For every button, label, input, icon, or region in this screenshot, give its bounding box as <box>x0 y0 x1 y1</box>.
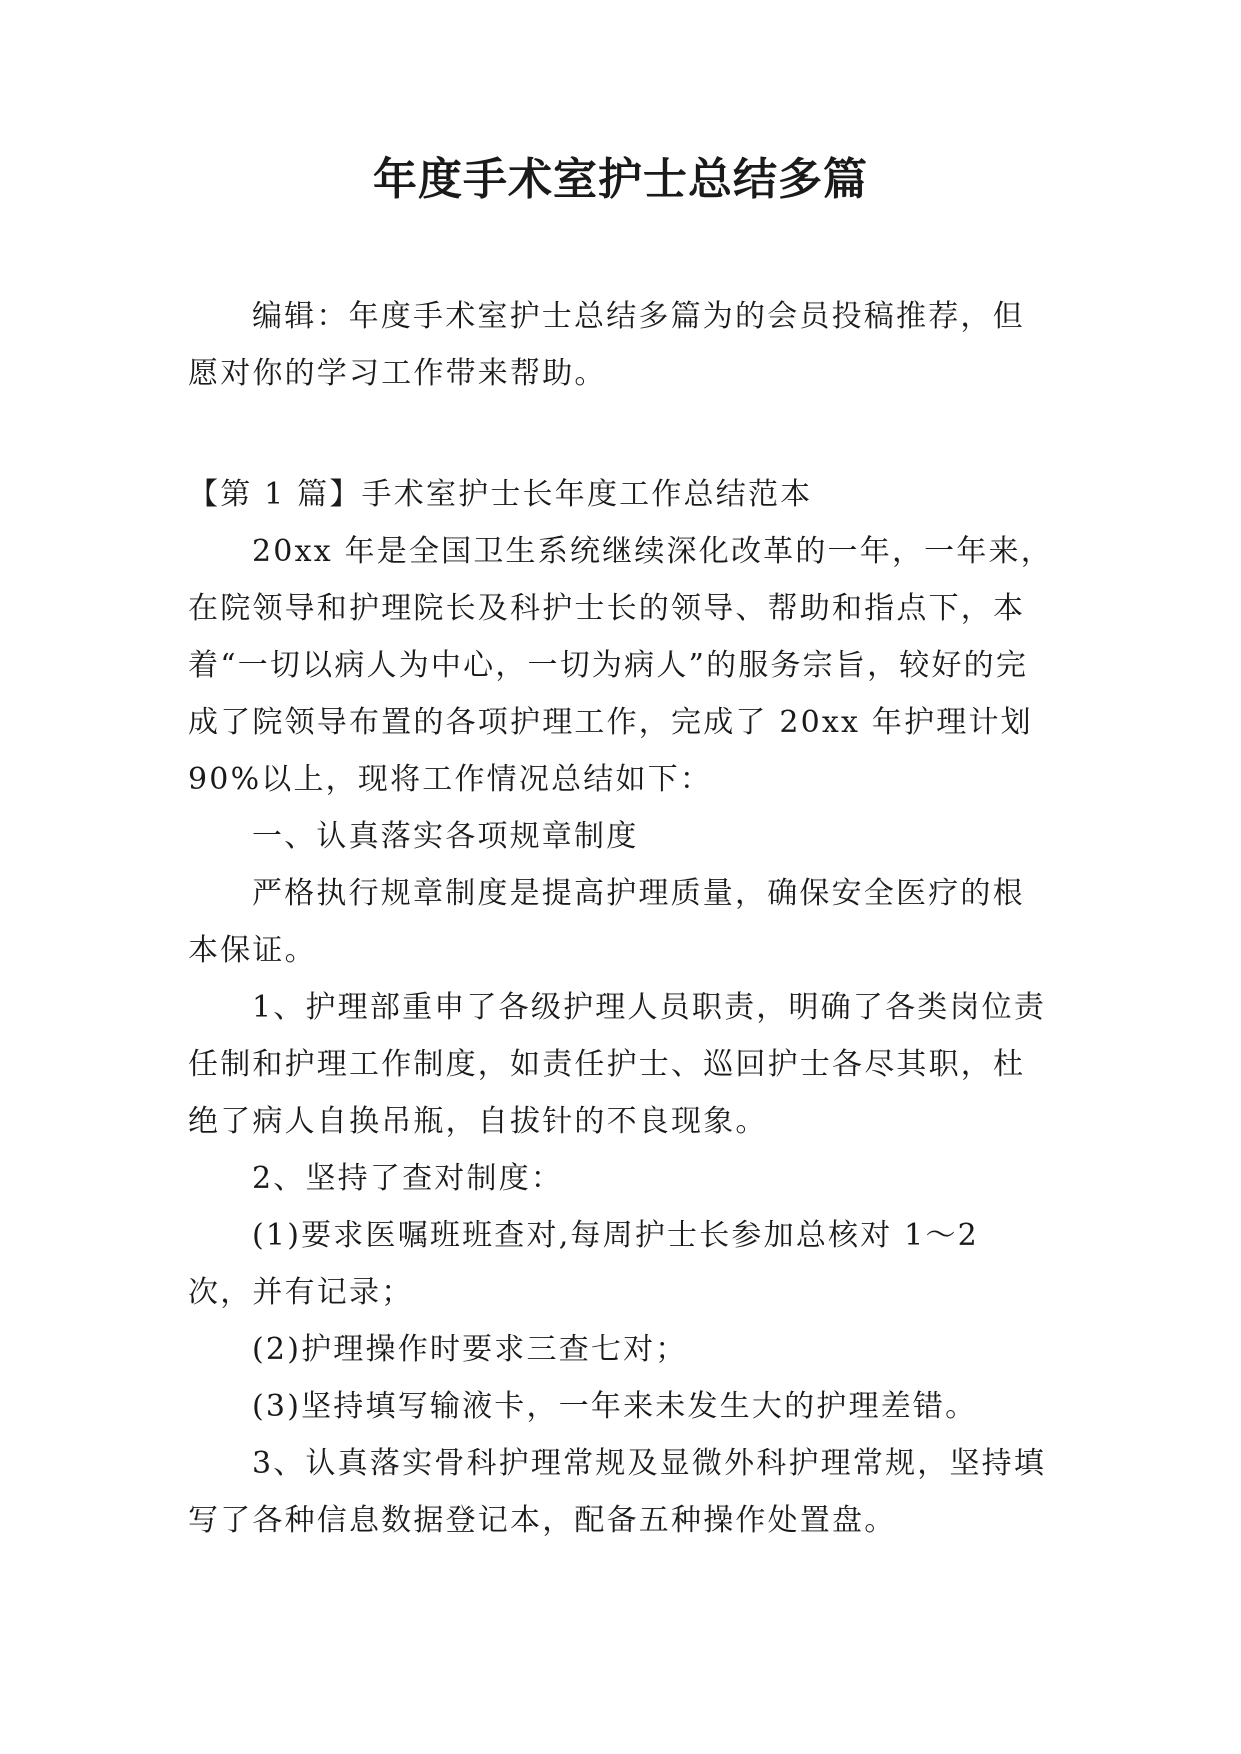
paragraph-9: 3、认真落实骨科护理常规及显微外科护理常规，坚持填写了各种信息数据登记本，配备五种操作处置盘。 <box>188 1446 1047 1538</box>
intro-paragraph: 编辑：年度手术室护士总结多篇为的会员投稿推荐，但愿对你的学习工作带来帮助。 <box>188 299 1025 391</box>
paragraph-4: 1、护理部重申了各级护理人员职责，明确了各类岗位责任制和护理工作制度，如责任护士、巡回护士各尽其职，杜绝了病人自换吊瓶，自拔针的不良现象。 <box>188 990 1047 1139</box>
paragraph-5: 2、坚持了查对制度： <box>252 1161 564 1196</box>
section-heading: 【第 1 篇】手术室护士长年度工作总结范本 <box>188 477 813 512</box>
paragraph-3: 严格执行规章制度是提高护理质量，确保安全医疗的根本保证。 <box>188 876 1025 968</box>
paragraph-1: 20xx 年是全国卫生系统继续深化改革的一年，一年来，在院领导和护理院长及科护士长的领导、帮助和指点下，本着“一切以病人为中心，一切为病人”的服务宗旨，较好的完成了院领导布置的各项护理工作，完成了 20xx 年护理计划 90%以上，现将工作情况总结如下： <box>188 534 1053 797</box>
paragraph-7: (2)护理操作时要求三查七对； <box>252 1332 688 1367</box>
paragraph-2: 一、认真落实各项规章制度 <box>252 819 639 854</box>
section-1 <box>188 466 1054 1549</box>
paragraph-8: (3)坚持填写输液卡，一年来未发生大的护理差错。 <box>252 1389 978 1424</box>
page-title: 年度手术室护士总结多篇 <box>373 154 868 205</box>
paragraph-6: (1)要求医嘱班班查对,每周护士长参加总核对 1～2 次，并有记录； <box>188 1218 979 1310</box>
